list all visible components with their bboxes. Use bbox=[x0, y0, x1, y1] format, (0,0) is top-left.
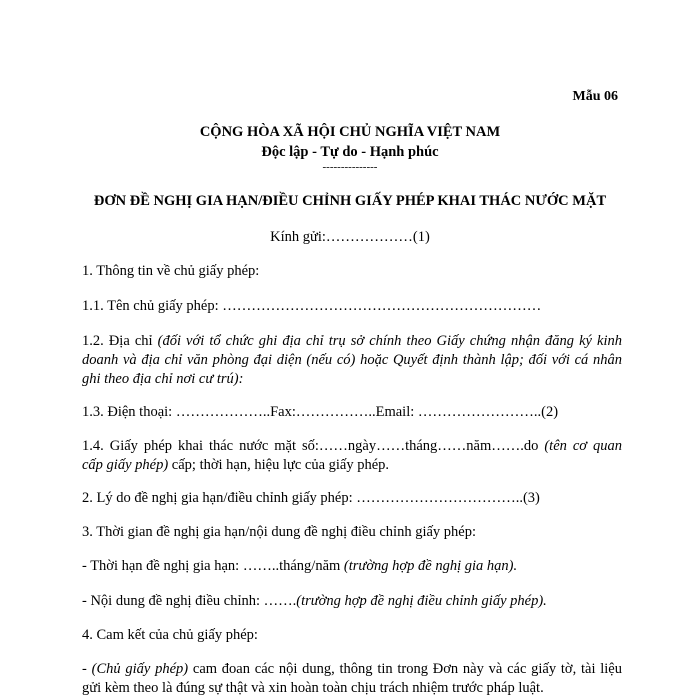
section-2-reason: 2. Lý do đề nghị gia hạn/điều chỉnh giấy phép: ……………………………..(3) bbox=[82, 490, 540, 506]
section-1-heading: 1. Thông tin về chủ giấy phép: bbox=[82, 263, 260, 279]
address-paragraph bbox=[82, 332, 622, 389]
section-3-heading: 3. Thời gian đề nghị gia hạn/nội dung đề nghị điều chỉnh giấy phép: bbox=[82, 524, 476, 540]
issuing-agency-note: (tên cơ quan cấp giấy phép) bbox=[82, 438, 622, 473]
extension-period-text: - Thời hạn đề nghị gia hạn: ……..tháng/năm bbox=[82, 558, 344, 574]
address-label: 1.2. Địa chỉ bbox=[82, 333, 158, 349]
document-title: ĐƠN ĐỀ NGHỊ GIA HẠN/ĐIỀU CHỈNH GIẤY PHÉP KHAI THÁC NƯỚC MẶT bbox=[93, 193, 607, 209]
extension-period-line bbox=[82, 557, 622, 576]
country-name: CỘNG HÒA XÃ HỘI CHỦ NGHĨA VIỆT NAM bbox=[199, 124, 501, 140]
extension-period-note: (trường hợp đề nghị gia hạn). bbox=[343, 558, 518, 574]
commitment-paragraph bbox=[82, 660, 622, 698]
section-4-heading: 4. Cam kết của chủ giấy phép: bbox=[82, 627, 258, 643]
license-holder-placeholder: (Chủ giấy phép) bbox=[91, 661, 189, 677]
license-validity-text: cấp; thời hạn, hiệu lực của giấy phép. bbox=[168, 457, 390, 473]
national-header bbox=[0, 122, 700, 172]
address-instructions: (đối với tổ chức ghi địa chỉ trụ sở chính theo Giấy chứng nhận đăng ký kinh doanh và địa chỉ văn phòng đại diện (nếu có) hoặc Quyết định thành lập; đối với cá nhân ghi theo địa chỉ nơi cư trú): bbox=[82, 333, 622, 387]
commitment-dash: - bbox=[82, 661, 92, 677]
adjustment-content-line bbox=[82, 592, 622, 611]
form-number: Mẫu 06 bbox=[572, 89, 618, 104]
adjustment-content-text: - Nội dung đề nghị điều chỉnh: ……. bbox=[82, 593, 297, 609]
license-info-paragraph bbox=[82, 437, 622, 475]
contact-line: 1.3. Điện thoại: ………………..Fax:……………..Email: ……………………..(2) bbox=[82, 404, 559, 420]
header-divider: --------------- bbox=[322, 161, 378, 173]
recipient-line: Kính gửi:………………(1) bbox=[270, 229, 430, 245]
national-motto: Độc lập - Tự do - Hạnh phúc bbox=[261, 144, 439, 160]
commitment-text: cam đoan các nội dung, thông tin trong Đơn này và các giấy tờ, tài liệu gửi kèm theo là đúng sự thật và xin hoàn toàn chịu trách nhiệm trước pháp luật. bbox=[82, 661, 622, 696]
license-number-text: 1.4. Giấy phép khai thác nước mặt số:……ngày……tháng……năm…….do bbox=[82, 438, 545, 454]
adjustment-content-note: (trường hợp đề nghị điều chỉnh giấy phép). bbox=[296, 593, 547, 609]
owner-name-line: 1.1. Tên chủ giấy phép: ………………………………………………………… bbox=[82, 298, 542, 314]
